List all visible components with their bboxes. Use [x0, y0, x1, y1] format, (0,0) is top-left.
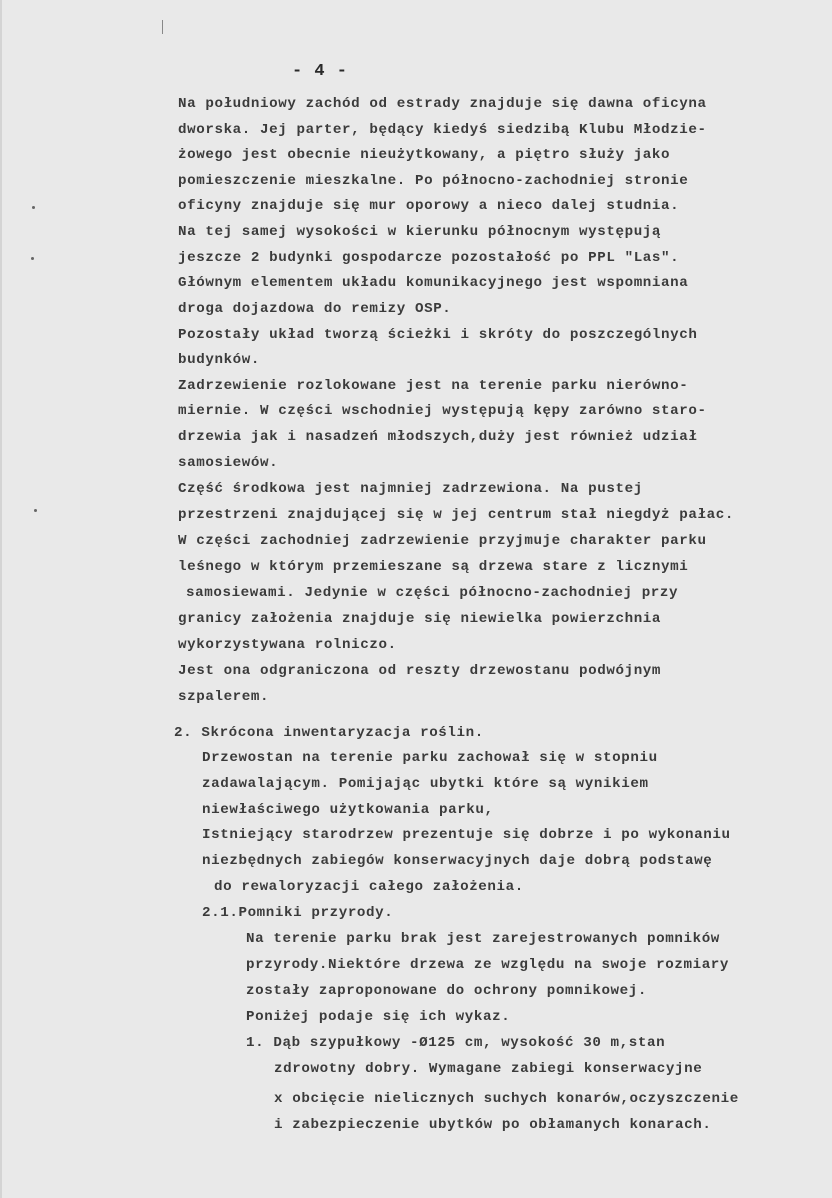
section-heading: 2. Skrócona inwentaryzacja roślin.	[174, 725, 484, 741]
text-line: niezbędnych zabiegów konserwacyjnych daje dobrą podstawę	[202, 853, 713, 869]
text-line: wykorzystywana rolniczo.	[178, 637, 397, 653]
text-line: jeszcze 2 budynki gospodarcze pozostałość po PPL "Las".	[178, 250, 680, 266]
list-item-text: 1. Dąb szypułkowy -Ø125 cm, wysokość 30 m,stan	[246, 1035, 666, 1051]
text-line: przestrzeni znajdującej się w jej centrum stał niegdyż pałac.	[178, 507, 734, 523]
scan-speck	[32, 206, 35, 209]
text-line: Głównym elementem układu komunikacyjnego jest wspomniana	[178, 275, 689, 291]
scan-speck	[34, 509, 37, 512]
scan-speck	[31, 257, 34, 260]
text-line: granicy założenia znajduje się niewielka powierzchnia	[178, 611, 662, 627]
text-line: droga dojazdowa do remizy OSP.	[178, 301, 452, 317]
text-line: samosiewami. Jedynie w części północno-zachodniej przy	[186, 585, 679, 601]
text-line: Część środkowa jest najmniej zadrzewiona. Na pustej	[178, 481, 643, 497]
text-line: przyrody.Niektóre drzewa ze względu na swoje rozmiary	[246, 957, 730, 973]
text-line: Na tej samej wysokości w kierunku północnym występują	[178, 224, 662, 240]
text-line: Jest ona odgraniczona od reszty drzewostanu podwójnym	[178, 663, 662, 679]
text-line: Zadrzewienie rozlokowane jest na terenie parku nierówno-	[178, 378, 689, 394]
text-line: niewłaściwego użytkowania parku,	[202, 802, 494, 818]
text-line: x obcięcie nielicznych suchych konarów,oczyszczenie	[274, 1091, 739, 1107]
text-line: żowego jest obecnie nieużytkowany, a piętro służy jako	[178, 147, 671, 163]
text-line: Istniejący starodrzew prezentuje się dobrze i po wykonaniu	[202, 827, 731, 843]
text-line: W części zachodniej zadrzewienie przyjmuje charakter parku	[178, 533, 707, 549]
text-line: miernie. W części wschodniej występują kępy zarówno staro-	[178, 403, 707, 419]
text-line: samosiewów.	[178, 455, 279, 471]
text-line: oficyny znajduje się mur oporowy a nieco dalej studnia.	[178, 198, 680, 214]
text-line: pomieszczenie mieszkalne. Po północno-zachodniej stronie	[178, 173, 689, 189]
text-line: Drzewostan na terenie parku zachował się w stopniu	[202, 750, 658, 766]
text-line: Pozostały układ tworzą ścieżki i skróty do poszczególnych	[178, 327, 698, 343]
text-line: zdrowotny dobry. Wymagane zabiegi konserwacyjne	[274, 1061, 703, 1077]
subsection-heading: 2.1.Pomniki przyrody.	[202, 905, 394, 921]
margin-mark	[162, 20, 163, 34]
text-line: drzewia jak i nasadzeń młodszych,duży jest również udział	[178, 429, 698, 445]
text-line: Na południowy zachód od estrady znajduje się dawna oficyna	[178, 96, 707, 112]
page-number: - 4 -	[292, 62, 349, 81]
text-line: szpalerem.	[178, 689, 270, 705]
text-line: dworska. Jej parter, będący kiedyś siedzibą Klubu Młodzie-	[178, 122, 707, 138]
text-line: leśnego w którym przemieszane są drzewa stare z licznymi	[178, 559, 689, 575]
text-line: budynków.	[178, 352, 261, 368]
text-line: i zabezpieczenie ubytków po obłamanych konarach.	[274, 1117, 712, 1133]
text-line: do rewaloryzacji całego założenia.	[214, 879, 524, 895]
text-line: Poniżej podaje się ich wykaz.	[246, 1009, 511, 1025]
text-line: zadawalającym. Pomijając ubytki które są wynikiem	[202, 776, 649, 792]
text-line: Na terenie parku brak jest zarejestrowanych pomników	[246, 931, 720, 947]
text-line: zostały zaproponowane do ochrony pomnikowej.	[246, 983, 648, 999]
